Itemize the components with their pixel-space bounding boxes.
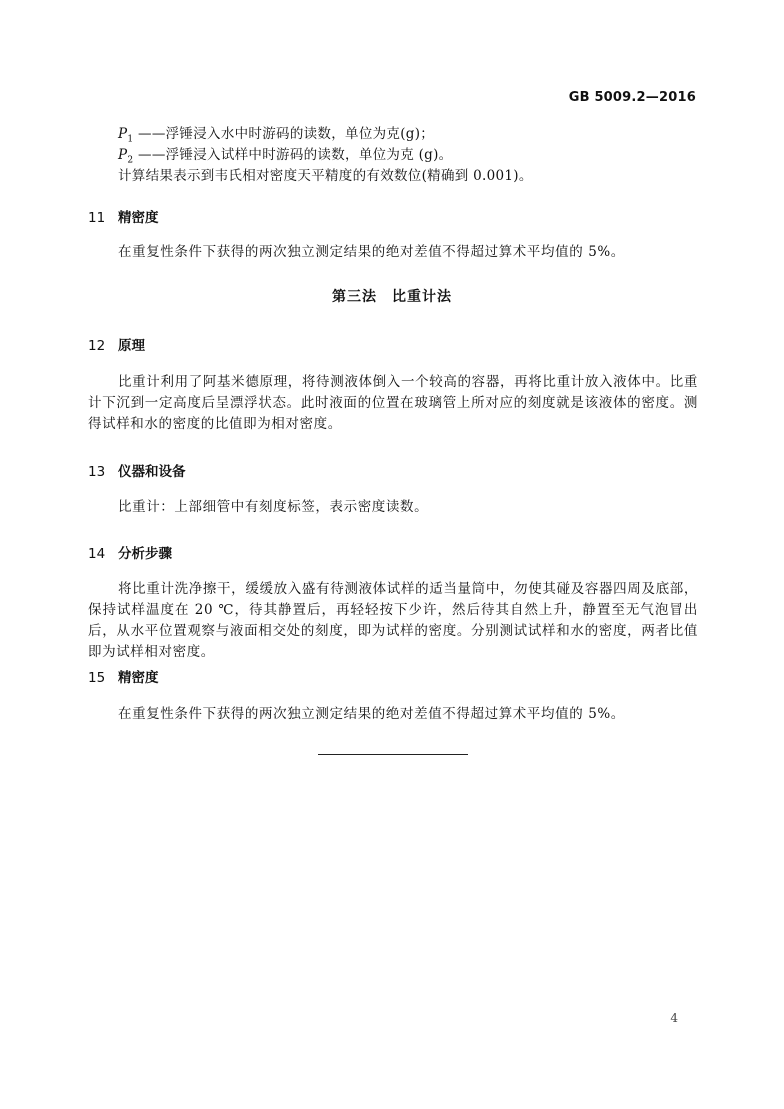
section-14-body: 将比重计洗净擦干，缓缓放入盛有待测液体试样的适当量筒中，勿使其碰及容器四周及底部，保持试样温度在 20 ℃，待其静置后，再轻轻按下少许，然后待其自然上升，静置至无气泡冒出后，从水平位置观察与液面相交处的刻度，即为试样的密度。分别测试试样和水的密度，两者比值即为试样相对密度。 xyxy=(88,581,698,660)
section-11-body: 在重复性条件下获得的两次独立测定结果的绝对差值不得超过算术平均值的 5%。 xyxy=(118,244,625,260)
section-15-body: 在重复性条件下获得的两次独立测定结果的绝对差值不得超过算术平均值的 5%。 xyxy=(118,706,625,722)
variable-definition: ——浮锤浸入试样中时游码的读数，单位为克 (g)。 xyxy=(138,147,453,163)
section-11-heading: 11 精密度 xyxy=(88,210,159,226)
section-14-heading: 14 分析步骤 xyxy=(88,546,172,562)
method-3-title: 第三法 比重计法 xyxy=(332,289,452,305)
formula-variable-p2 xyxy=(118,143,452,166)
page-number: 4 xyxy=(670,1011,678,1025)
section-13-body: 比重计：上部细管中有刻度标签，表示密度读数。 xyxy=(118,499,429,515)
section-12-heading: 12 原理 xyxy=(88,338,145,354)
end-rule xyxy=(318,754,468,755)
standard-code: GB 5009.2—2016 xyxy=(568,90,696,105)
formula-variable-p1 xyxy=(118,122,434,145)
variable-symbol: $P_2$ xyxy=(118,147,134,166)
section-15-heading: 15 精密度 xyxy=(88,670,159,686)
variable-definition: ——浮锤浸入水中时游码的读数，单位为克(g)； xyxy=(138,126,435,142)
result-precision-note: 计算结果表示到韦氏相对密度天平精度的有效数位(精确到 0.001)。 xyxy=(118,168,533,184)
section-13-heading: 13 仪器和设备 xyxy=(88,464,186,480)
variable-symbol: $P_1$ xyxy=(118,126,134,145)
section-12-body: 比重计利用了阿基米德原理，将待测液体倒入一个较高的容器，再将比重计放入液体中。比重计下沉到一定高度后呈漂浮状态。此时液面的位置在玻璃管上所对应的刻度就是该液体的密度。测得试样和水的密度的比值即为相对密度。 xyxy=(88,374,698,432)
